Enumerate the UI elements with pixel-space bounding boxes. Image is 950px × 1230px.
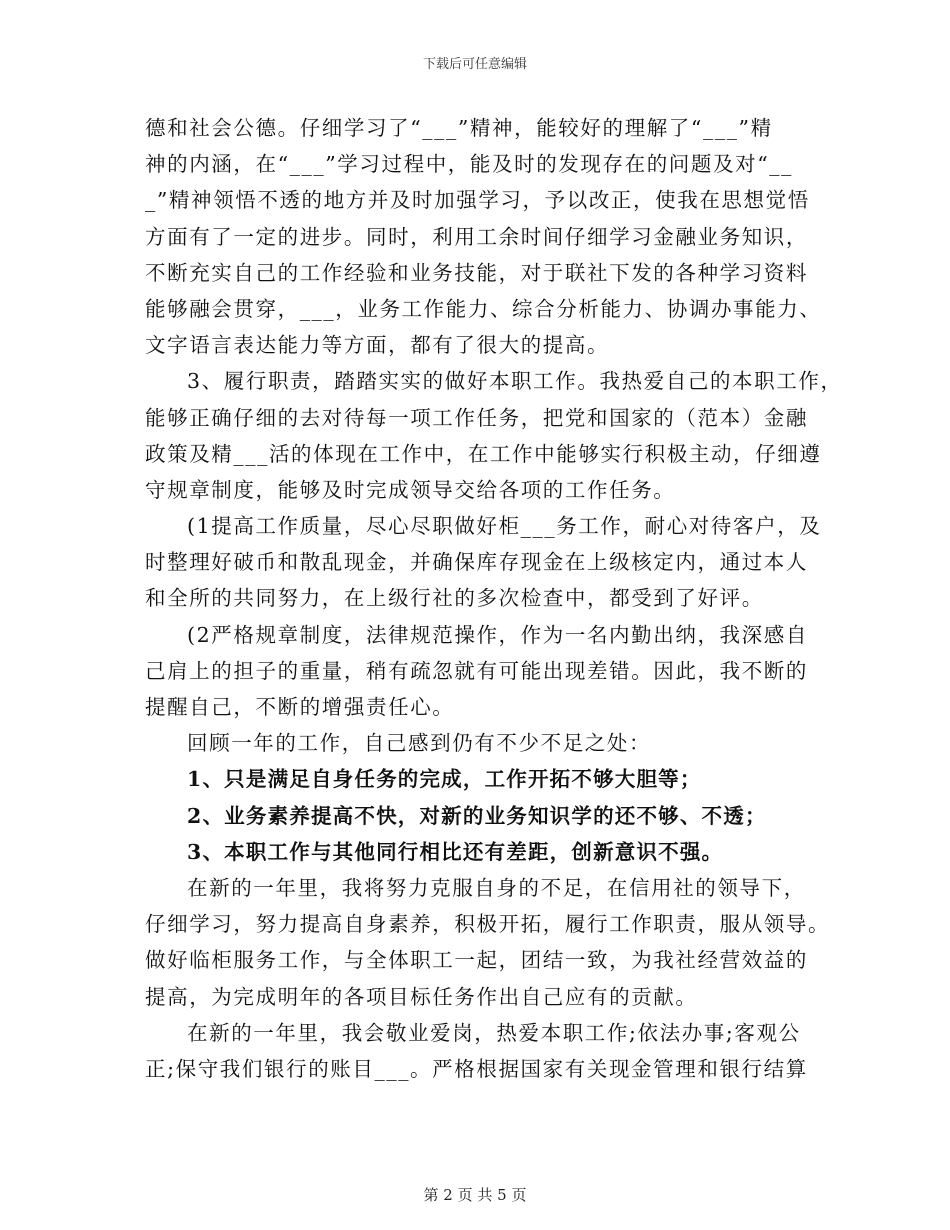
text-line: 守规章制度，能够及时完成领导交给各项的工作任务。 [145, 477, 676, 502]
shortcoming-item-1: 1、只是满足自身任务的完成，工作开拓不够大胆等； [187, 767, 702, 792]
text-line: 政策及精___活的体现在工作中，在工作中能够实行积极主动，仔细遵 [145, 441, 822, 466]
sub-item-1: (1提高工作质量，尽心尽职做好柜___务工作，耐心对待客户，及 [187, 514, 822, 539]
text-line: 做好临柜服务工作，与全体职工一起，团结一致，为我社经营效益的 [145, 948, 808, 973]
document-body [145, 110, 843, 1087]
text-line: 己肩上的担子的重量，稍有疏忽就有可能出现差错。因此，我不断的 [145, 658, 808, 683]
new-year-paragraph-1: 在新的一年里，我将努力克服自身的不足，在信用社的领导下， [187, 875, 806, 900]
text-line: 正;保守我们银行的账目___。严格根据国家有关现金管理和银行结算 [145, 1056, 808, 1081]
text-line: 方面有了一定的进步。同时，利用工余时间仔细学习金融业务知识， [145, 224, 808, 249]
text-line: 提高，为完成明年的各项目标任务作出自己应有的贡献。 [145, 984, 698, 1009]
text-line: 不断充实自己的工作经验和业务技能，对于联社下发的各种学习资料 [145, 260, 808, 285]
sub-item-2: (2严格规章制度，法律规范操作，作为一名内勤出纳，我深感自 [187, 622, 808, 647]
page-header: 下载后可任意编辑 [422, 57, 527, 72]
text-line: 德和社会公德。仔细学习了“___”精神，能较好的理解了“___”精 [145, 116, 773, 140]
text-line: _”精神领悟不透的地方并及时加强学习，予以改正，使我在思想觉悟 [145, 188, 810, 213]
text-line: 神的内涵，在“___”学习过程中，能及时的发现存在的问题及对“__ [145, 152, 793, 177]
review-intro: 回顾一年的工作，自己感到仍有不少不足之处： [187, 731, 652, 756]
text-line: 时整理好破币和散乱现金，并确保库存现金在上级核定内，通过本人 [145, 550, 808, 575]
shortcoming-item-3: 3、本职工作与其他同行相比还有差距，创新意识不强。 [187, 839, 724, 864]
page-number-footer: 第 2 页 共 5 页 [423, 1186, 527, 1204]
text-line: 和全所的共同努力，在上级行社的多次检查中，都受到了好评。 [145, 586, 764, 611]
text-line: 文字语言表达能力等方面，都有了很大的提高。 [145, 333, 610, 358]
paragraph-heading-3: 3、履行职责，踏踏实实的做好本职工作。我热爱自己的本职工作， [187, 369, 843, 394]
new-year-paragraph-2: 在新的一年里，我会敬业爱岗，热爱本职工作;依法办事;客观公 [187, 1020, 801, 1045]
shortcoming-item-2: 2、业务素养提高不快，对新的业务知识学的还不够、不透； [187, 803, 767, 828]
text-line: 仔细学习，努力提高自身素养，积极开拓，履行工作职责，服从领导。 [145, 912, 831, 937]
text-line: 能够正确仔细的去对待每一项工作任务，把党和国家的（范本）金融 [145, 405, 808, 430]
text-line: 提醒自己，不断的增强责任心。 [145, 695, 455, 719]
text-line: 能够融会贯穿，___，业务工作能力、综合分析能力、协调办事能力、 [145, 296, 822, 321]
